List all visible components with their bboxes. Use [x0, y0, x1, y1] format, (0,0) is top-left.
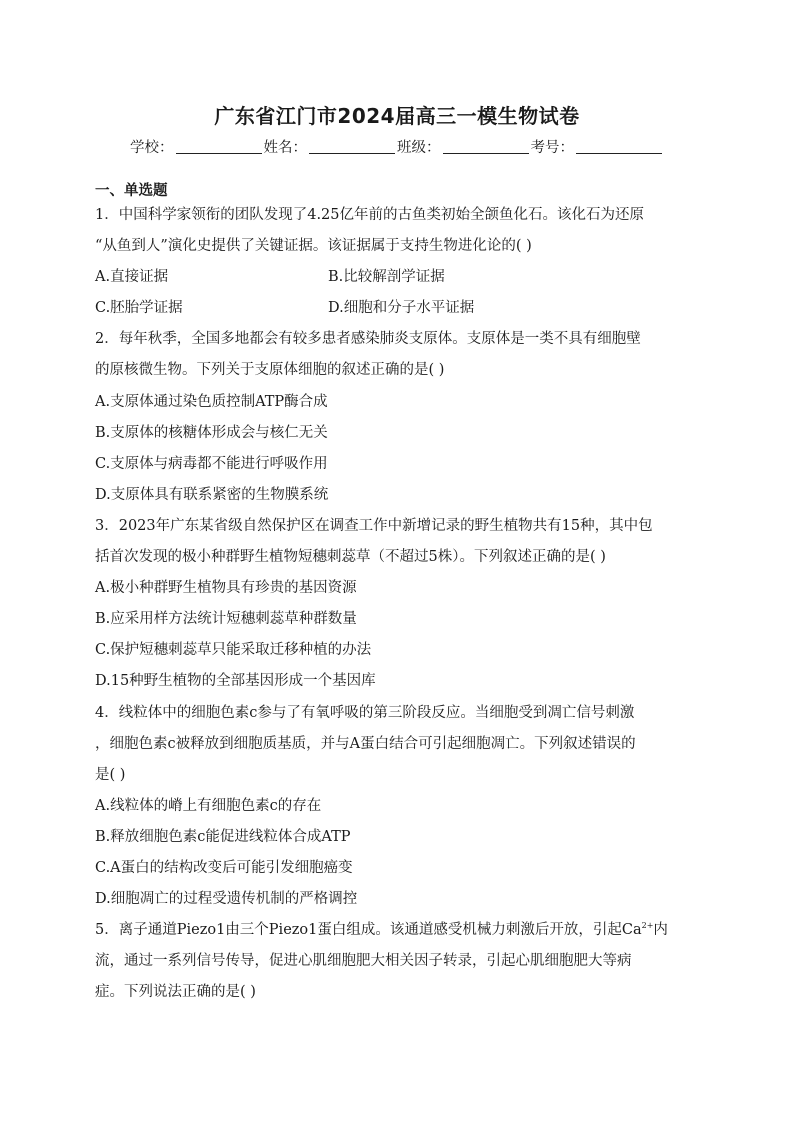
question-2-option-c[interactable]: C.支原体与病毒都不能进行呼吸作用: [95, 456, 328, 472]
question-4-line-1: 4．线粒体中的细胞色素c参与了有氧呼吸的第三阶段反应。当细胞受到凋亡信号刺激: [95, 705, 635, 721]
student-info-row: [0, 136, 794, 157]
question-1-option-d[interactable]: D.细胞和分子水平证据: [328, 300, 475, 316]
question-1-options-row-2: [95, 298, 475, 318]
exam-no-blank[interactable]: [576, 139, 662, 154]
question-5-line-1: [95, 920, 668, 940]
question-3-option-b[interactable]: B.应采用样方法统计短穗刺蕊草种群数量: [95, 611, 357, 627]
question-1-options-row-1: [95, 267, 445, 287]
question-3-option-a[interactable]: A.极小种群野生植物具有珍贵的基因资源: [95, 580, 357, 596]
question-4-option-a[interactable]: A.线粒体的嵴上有细胞色素c的存在: [95, 798, 322, 814]
question-4-option-c[interactable]: C.A蛋白的结构改变后可能引发细胞癌变: [95, 860, 353, 876]
class-label: 班级：: [397, 140, 441, 156]
page-title: 广东省江门市2024届高三一模生物试卷: [214, 104, 580, 128]
section-heading: 一、单选题: [95, 183, 168, 199]
question-1-option-b[interactable]: B.比较解剖学证据: [328, 269, 445, 285]
question-3-line-2: 括首次发现的极小种群野生植物短穗刺蕊草（不超过5株）。下列叙述正确的是( ): [95, 549, 606, 565]
exam-no-label: 考号：: [530, 140, 574, 156]
question-1-option-a[interactable]: A.直接证据: [95, 269, 169, 285]
question-1-option-c[interactable]: C.胚胎学证据: [95, 300, 183, 316]
question-2-option-a[interactable]: A.支原体通过染色质控制ATP酶合成: [95, 394, 328, 410]
question-2-option-d[interactable]: D.支原体具有联系紧密的生物膜系统: [95, 487, 329, 503]
question-2-line-2: 的原核微生物。下列关于支原体细胞的叙述正确的是( ): [95, 362, 445, 378]
question-4-option-d[interactable]: D.细胞凋亡的过程受遗传机制的严格调控: [95, 891, 358, 907]
question-1-line-1: 1．中国科学家领衔的团队发现了4.25亿年前的古鱼类初始全颌鱼化石。该化石为还原: [95, 207, 645, 223]
question-5-line-1-end: 内: [653, 922, 668, 938]
question-5-line-3: 症。下列说法正确的是( ): [95, 984, 256, 1000]
question-3-option-d[interactable]: D.15种野生植物的全部基因形成一个基因库: [95, 673, 376, 689]
school-label: 学校：: [130, 140, 174, 156]
question-3-line-1: 3．2023年广东某省级自然保护区在调查工作中新增记录的野生植物共有15种，其中包: [95, 518, 653, 534]
school-blank[interactable]: [176, 139, 262, 154]
question-5-line-1-text: 5．离子通道Piezo1由三个Piezo1蛋白组成。该通道感受机械力刺激后开放，引起Ca: [95, 922, 642, 938]
question-3-option-c[interactable]: C.保护短穗刺蕊草只能采取迁移种植的办法: [95, 642, 372, 658]
question-2-line-1: 2．每年秋季，全国多地都会有较多患者感染肺炎支原体。支原体是一类不具有细胞壁: [95, 331, 641, 347]
question-4-option-b[interactable]: B.释放细胞色素c能促进线粒体合成ATP: [95, 829, 351, 845]
name-label: 姓名：: [263, 140, 307, 156]
question-1-line-2: “从鱼到人”演化史提供了关键证据。该证据属于支持生物进化论的( ): [95, 238, 532, 254]
name-blank[interactable]: [309, 139, 395, 154]
question-2-option-b[interactable]: B.支原体的核糖体形成会与核仁无关: [95, 425, 328, 441]
class-blank[interactable]: [443, 139, 529, 154]
question-4-line-2: ，细胞色素c被释放到细胞质基质，并与A蛋白结合可引起细胞凋亡。下列叙述错误的: [95, 736, 636, 752]
calcium-charge-superscript: 2+: [641, 921, 654, 931]
question-5-line-2: 流，通过一系列信号传导，促进心肌细胞肥大相关因子转录，引起心肌细胞肥大等病: [95, 953, 632, 969]
question-4-line-3: 是( ): [95, 767, 126, 783]
